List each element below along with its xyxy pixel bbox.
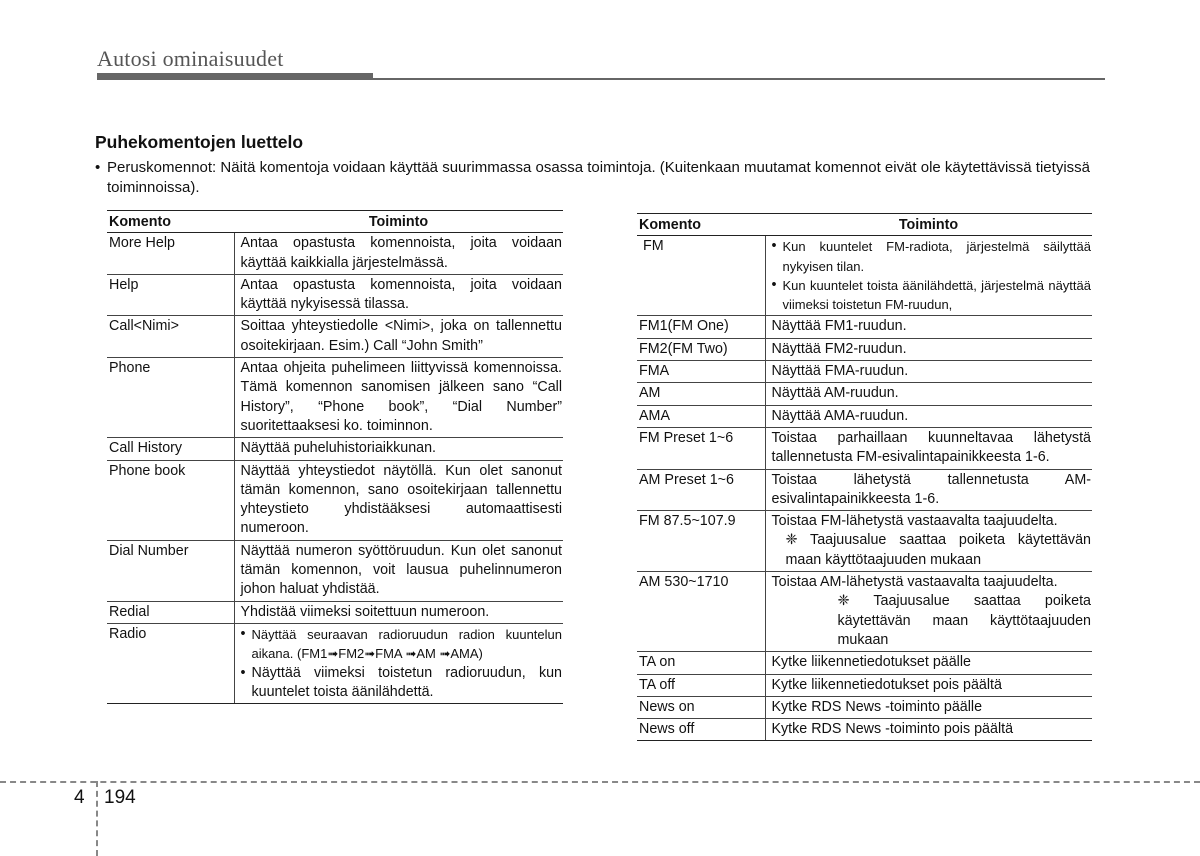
command-cell: Radio (107, 623, 234, 703)
function-cell: Toistaa lähetystä tallennetusta AM-esivalintapainikkeesta 1-6. (765, 469, 1092, 511)
column-header-command: Komento (107, 211, 234, 233)
table-row (637, 652, 1092, 674)
function-cell: Näyttää yhteystiedot näytöllä. Kun olet sanonut tämän komennon, sano osoitekirjaan tallennettu yhteystieto yhdistääksesi automaattisesti numeroon. (234, 460, 563, 540)
function-cell: Kytke liikennetiedotukset päälle (765, 652, 1092, 674)
chapter-number: 4 (74, 787, 85, 808)
frequency-note: ❈ Taajuusalue saattaa poiketa käytettävän maan käyttötaajuuden mukaan (837, 593, 1091, 648)
function-cell (765, 572, 1092, 652)
function-cell: Antaa opastusta komennoista, joita voidaan käyttää kaikkialla järjestelmässä. (234, 233, 563, 275)
bullet-icon: • (771, 238, 777, 255)
table-row (637, 719, 1092, 741)
commands-table-right (637, 213, 1092, 741)
bullet-icon: • (240, 625, 246, 642)
bullet-text: Kun kuuntelet FM-radiota, järjestelmä säilyttää nykyisen tilan. (782, 239, 1091, 274)
bullet-text: Näyttää viimeksi toistetun radioruudun, kun kuuntelet toista äänilähdettä. (251, 664, 562, 700)
table-row (107, 233, 563, 275)
command-cell: Redial (107, 601, 234, 623)
table-row (637, 674, 1092, 696)
bullet-item (772, 276, 1092, 315)
bullet-icon: • (771, 276, 777, 293)
table-row (107, 358, 563, 438)
table-header-row (637, 214, 1092, 236)
table-header-row (107, 211, 563, 233)
page-number: 194 (104, 787, 136, 808)
command-cell: Call<Nimi> (107, 316, 234, 358)
table-row (637, 338, 1092, 360)
function-cell: Toistaa parhaillaan kuunneltavaa lähetystä tallennetusta FM-esivalintapainikkeesta 1-6. (765, 427, 1092, 469)
table-row (107, 623, 563, 703)
table-row (107, 540, 563, 601)
table-row (107, 274, 563, 316)
function-cell (765, 236, 1092, 316)
command-cell: FM (637, 236, 765, 316)
table-row (637, 405, 1092, 427)
table-row (107, 601, 563, 623)
function-cell: Näyttää FMA-ruudun. (765, 361, 1092, 383)
command-cell: FM1(FM One) (637, 316, 765, 338)
command-cell: FM 87.5~107.9 (637, 511, 765, 572)
bullet-item (772, 237, 1092, 276)
frequency-note: ❈ Taajuusalue saattaa poiketa käytettävän maan käyttötaajuuden mukaan (785, 532, 1091, 568)
command-cell: AM (637, 383, 765, 405)
function-cell: Yhdistää viimeksi soitettuun numeroon. (234, 601, 563, 623)
command-cell: Help (107, 274, 234, 316)
command-cell: AMA (637, 405, 765, 427)
column-header-function: Toiminto (765, 214, 1092, 236)
command-cell: AM 530~1710 (637, 572, 765, 652)
function-text: Toistaa AM-lähetystä vastaavalta taajuudelta. (771, 574, 1058, 591)
table-row (637, 361, 1092, 383)
function-text: Toistaa FM-lähetystä vastaavalta taajuudelta. (771, 513, 1058, 530)
table-row (107, 438, 563, 460)
bullet-item (241, 625, 563, 664)
bullet-text: Kun kuuntelet toista äänilähdettä, järjestelmä näyttää viimeksi toistetun FM-ruudun, (782, 277, 1091, 313)
function-cell: Näyttää AM-ruudun. (765, 383, 1092, 405)
table-row (637, 469, 1092, 511)
intro-paragraph (95, 158, 1107, 198)
function-cell: Näyttää numeron syöttöruudun. Kun olet sanonut tämän komennon, voit lausua puhelinnumeron johon haluat yhdistää. (234, 540, 563, 601)
command-cell: Call History (107, 438, 234, 460)
page-header-title: Autosi ominaisuudet (97, 46, 284, 71)
column-header-command: Komento (637, 214, 765, 236)
bullet-icon: • (95, 159, 101, 176)
function-cell: Kytke liikennetiedotukset pois päältä (765, 674, 1092, 696)
function-cell: Näyttää AMA-ruudun. (765, 405, 1092, 427)
command-cell: FMA (637, 361, 765, 383)
footer-divider (0, 781, 1200, 783)
function-cell: Näyttää FM1-ruudun. (765, 316, 1092, 338)
command-cell: News off (637, 719, 765, 741)
function-cell: Antaa opastusta komennoista, joita voidaan käyttää nykyisessä tilassa. (234, 274, 563, 316)
function-cell (765, 511, 1092, 572)
command-cell: TA on (637, 652, 765, 674)
table-row (637, 696, 1092, 718)
command-cell: News on (637, 696, 765, 718)
command-cell: FM Preset 1~6 (637, 427, 765, 469)
command-cell: Phone book (107, 460, 234, 540)
section-title: Puhekomentojen luettelo (95, 132, 304, 152)
command-cell: More Help (107, 233, 234, 275)
function-cell: Kytke RDS News -toiminto pois päältä (765, 719, 1092, 741)
commands-table-left (107, 210, 563, 704)
table-row (637, 236, 1092, 316)
table-row (107, 316, 563, 358)
table-row (107, 460, 563, 540)
command-cell: TA off (637, 674, 765, 696)
header-rule (373, 78, 1105, 80)
table-row (637, 572, 1092, 652)
header-rule-dark (97, 73, 373, 80)
table-row (637, 383, 1092, 405)
footer-vertical-divider (96, 781, 98, 856)
table-row (637, 511, 1092, 572)
function-cell: Antaa ohjeita puhelimeen liittyvissä komennoissa. Tämä komennon sanomisen jälkeen sano “Call History”, “Phone book”, “Dial Number” suoritettaaksesi ko. toiminnon. (234, 358, 563, 438)
function-cell: Näyttää FM2-ruudun. (765, 338, 1092, 360)
command-cell: AM Preset 1~6 (637, 469, 765, 511)
column-header-function: Toiminto (234, 211, 563, 233)
command-cell: Dial Number (107, 540, 234, 601)
bullet-icon: • (240, 664, 246, 681)
command-cell: Phone (107, 358, 234, 438)
command-cell: FM2(FM Two) (637, 338, 765, 360)
bullet-item (241, 664, 563, 703)
intro-text: Peruskomennot: Näitä komentoja voidaan käyttää suurimmassa osassa toimintoja. (Kuitenkaan muutamat komennot eivät ole käytettävissä tietyissä toiminnoissa). (107, 159, 1090, 196)
bullet-text: Näyttää seuraavan radioruudun radion kuuntelun aikana. (FM1➟FM2➟FMA ➟AM ➟AMA) (251, 626, 562, 662)
table-row (637, 427, 1092, 469)
table-row (637, 316, 1092, 338)
function-cell: Kytke RDS News -toiminto päälle (765, 696, 1092, 718)
function-cell: Soittaa yhteystiedolle <Nimi>, joka on tallennettu osoitekirjaan. Esim.) Call “John Smith” (234, 316, 563, 358)
function-cell: Näyttää puheluhistoriaikkunan. (234, 438, 563, 460)
function-cell (234, 623, 563, 703)
